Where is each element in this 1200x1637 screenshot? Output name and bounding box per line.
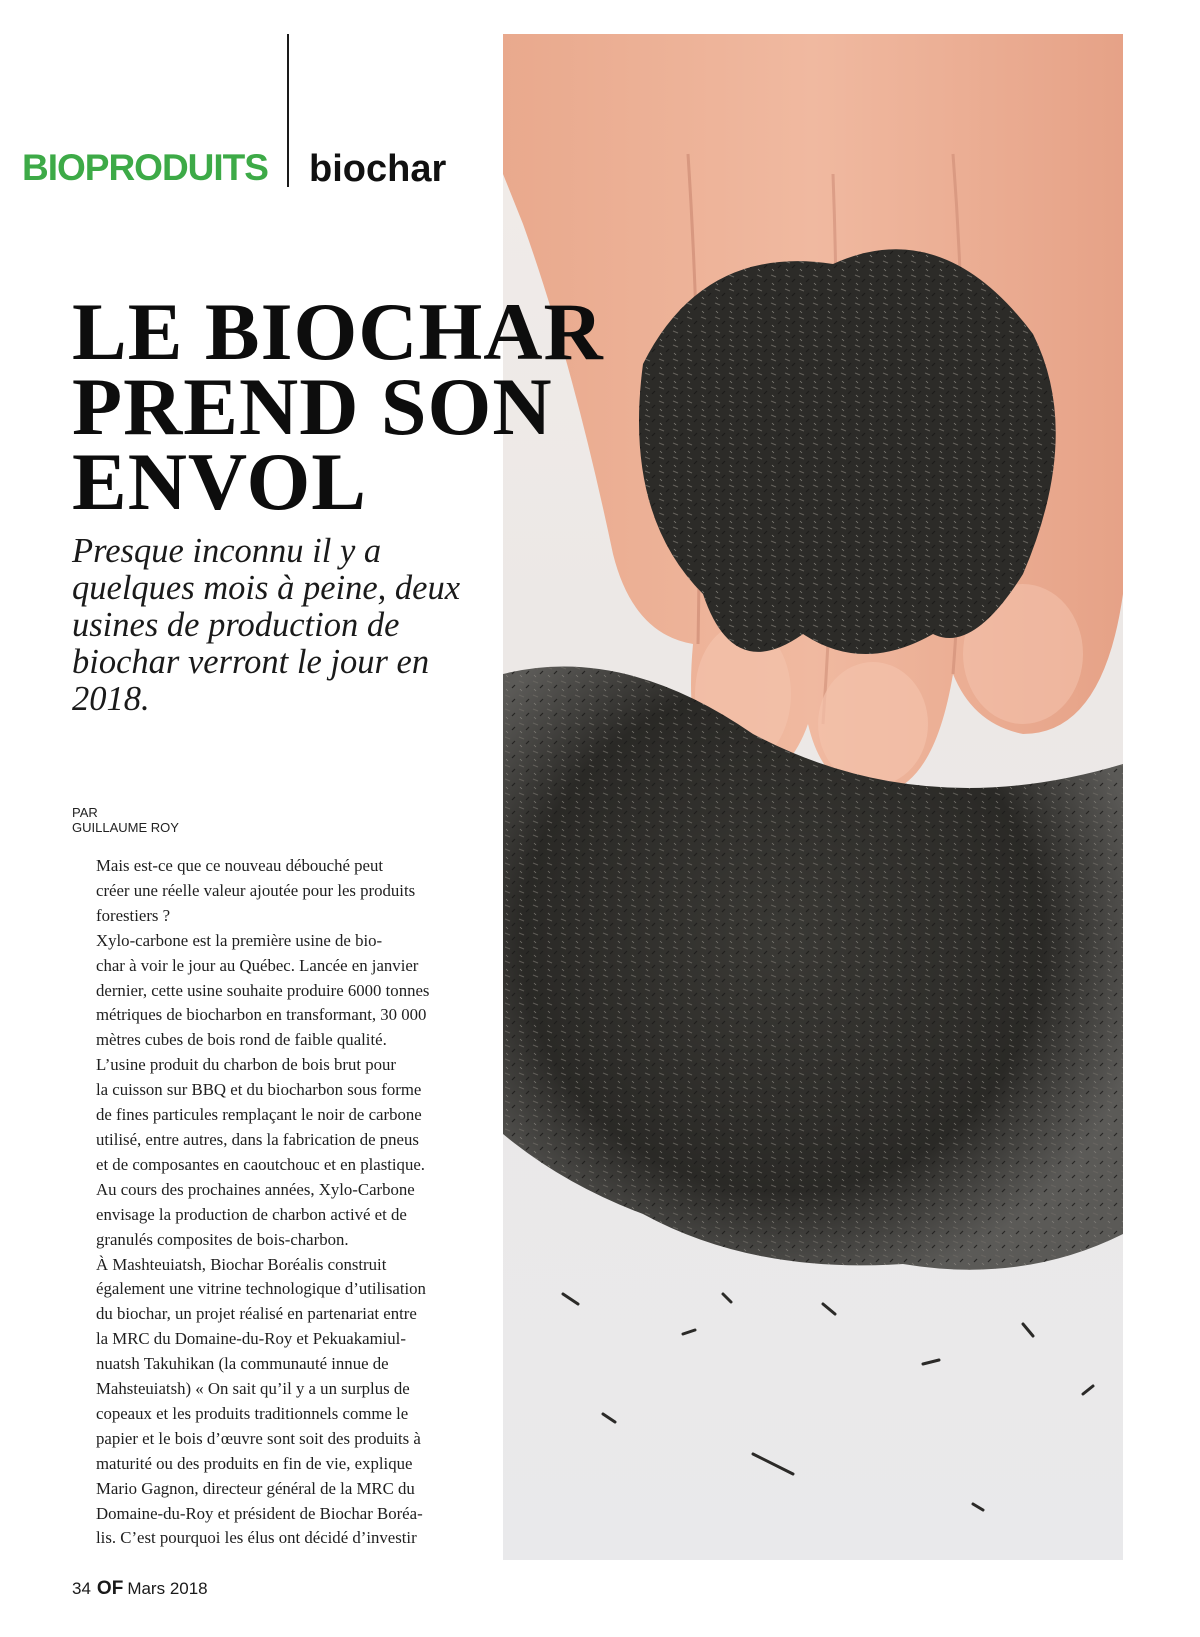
body-line: Mario Gagnon, directeur général de la MRC du [96, 1478, 415, 1498]
body-line: envisage la production de charbon activé et de [96, 1204, 407, 1224]
body-line: la MRC du Domaine-du-Roy et Pekuakamiul- [96, 1329, 406, 1349]
headline-line: LE BIOCHAR [72, 286, 604, 377]
body-paragraph [72, 854, 482, 929]
magazine-logo: OF [96, 1578, 124, 1599]
headline-line: PREND SON [72, 361, 553, 452]
body-line: char à voir le jour au Québec. Lancée en janvier [96, 955, 419, 975]
body-line: nuatsh Takuhikan (la communauté innue de [96, 1354, 389, 1374]
byline-prefix: PAR [72, 805, 98, 820]
byline [72, 805, 179, 835]
body-line: À Mashteuiatsh, Biochar Boréalis construit [96, 1254, 387, 1274]
section-subcategory: biochar [309, 148, 447, 190]
article-photo [503, 34, 1123, 1560]
issue-date: Mars 2018 [127, 1579, 208, 1598]
body-line: copeaux et les produits traditionnels comme le [96, 1403, 409, 1423]
body-line: Xylo-carbone est la première usine de bio- [96, 930, 383, 950]
article-headline [72, 286, 712, 527]
section-category: BIOPRODUITS [22, 147, 268, 188]
body-line: de fines particules remplaçant le noir de carbone [96, 1105, 422, 1125]
body-line: lis. C’est pourquoi les élus ont décidé d’investir [96, 1528, 417, 1548]
body-line: Au cours des prochaines années, Xylo-Carbone [96, 1179, 415, 1199]
body-line: métriques de biocharbon en transformant, 30 000 [96, 1005, 427, 1025]
body-line: Mahsteuiatsh) « On sait qu’il y a un surplus de [96, 1379, 410, 1399]
section-divider [287, 34, 289, 187]
page-footer [72, 1578, 208, 1600]
body-line: également une vitrine technologique d’utilisation [96, 1279, 426, 1299]
body-line: Domaine-du-Roy et président de Biochar Boréa- [96, 1503, 423, 1523]
article-body [72, 854, 482, 1551]
body-line: forestiers ? [96, 905, 171, 925]
body-line: granulés composites de bois-charbon. [96, 1229, 349, 1249]
byline-author: GUILLAUME ROY [72, 820, 179, 835]
body-line: utilisé, entre autres, dans la fabrication de pneus [96, 1129, 419, 1149]
body-line: maturité ou des produits en fin de vie, explique [96, 1453, 413, 1473]
body-line: dernier, cette usine souhaite produire 6000 tonnes [96, 980, 430, 1000]
body-line: et de composantes en caoutchouc et en plastique. [96, 1154, 425, 1174]
body-line: créer une réelle valeur ajoutée pour les produits [96, 880, 416, 900]
body-line: mètres cubes de bois rond de faible qualité. [96, 1030, 387, 1050]
page-number: 34 [72, 1579, 91, 1598]
body-line: du biochar, un projet réalisé en partenariat entre [96, 1304, 417, 1324]
body-line: la cuisson sur BBQ et du biocharbon sous forme [96, 1080, 422, 1100]
body-line: papier et le bois d’œuvre sont soit des produits à [96, 1428, 421, 1448]
body-paragraph [72, 1253, 482, 1552]
article-deck: Presque inconnu il y a quelques mois à peine, deux usines de production de biochar verront le jour en 2018. [72, 532, 461, 718]
body-paragraph [72, 929, 482, 1054]
headline-line: ENVOL [72, 436, 367, 527]
body-paragraph [72, 1053, 482, 1252]
body-line: Mais est-ce que ce nouveau débouché peut [96, 856, 384, 875]
body-line: L’usine produit du charbon de bois brut pour [96, 1055, 396, 1075]
